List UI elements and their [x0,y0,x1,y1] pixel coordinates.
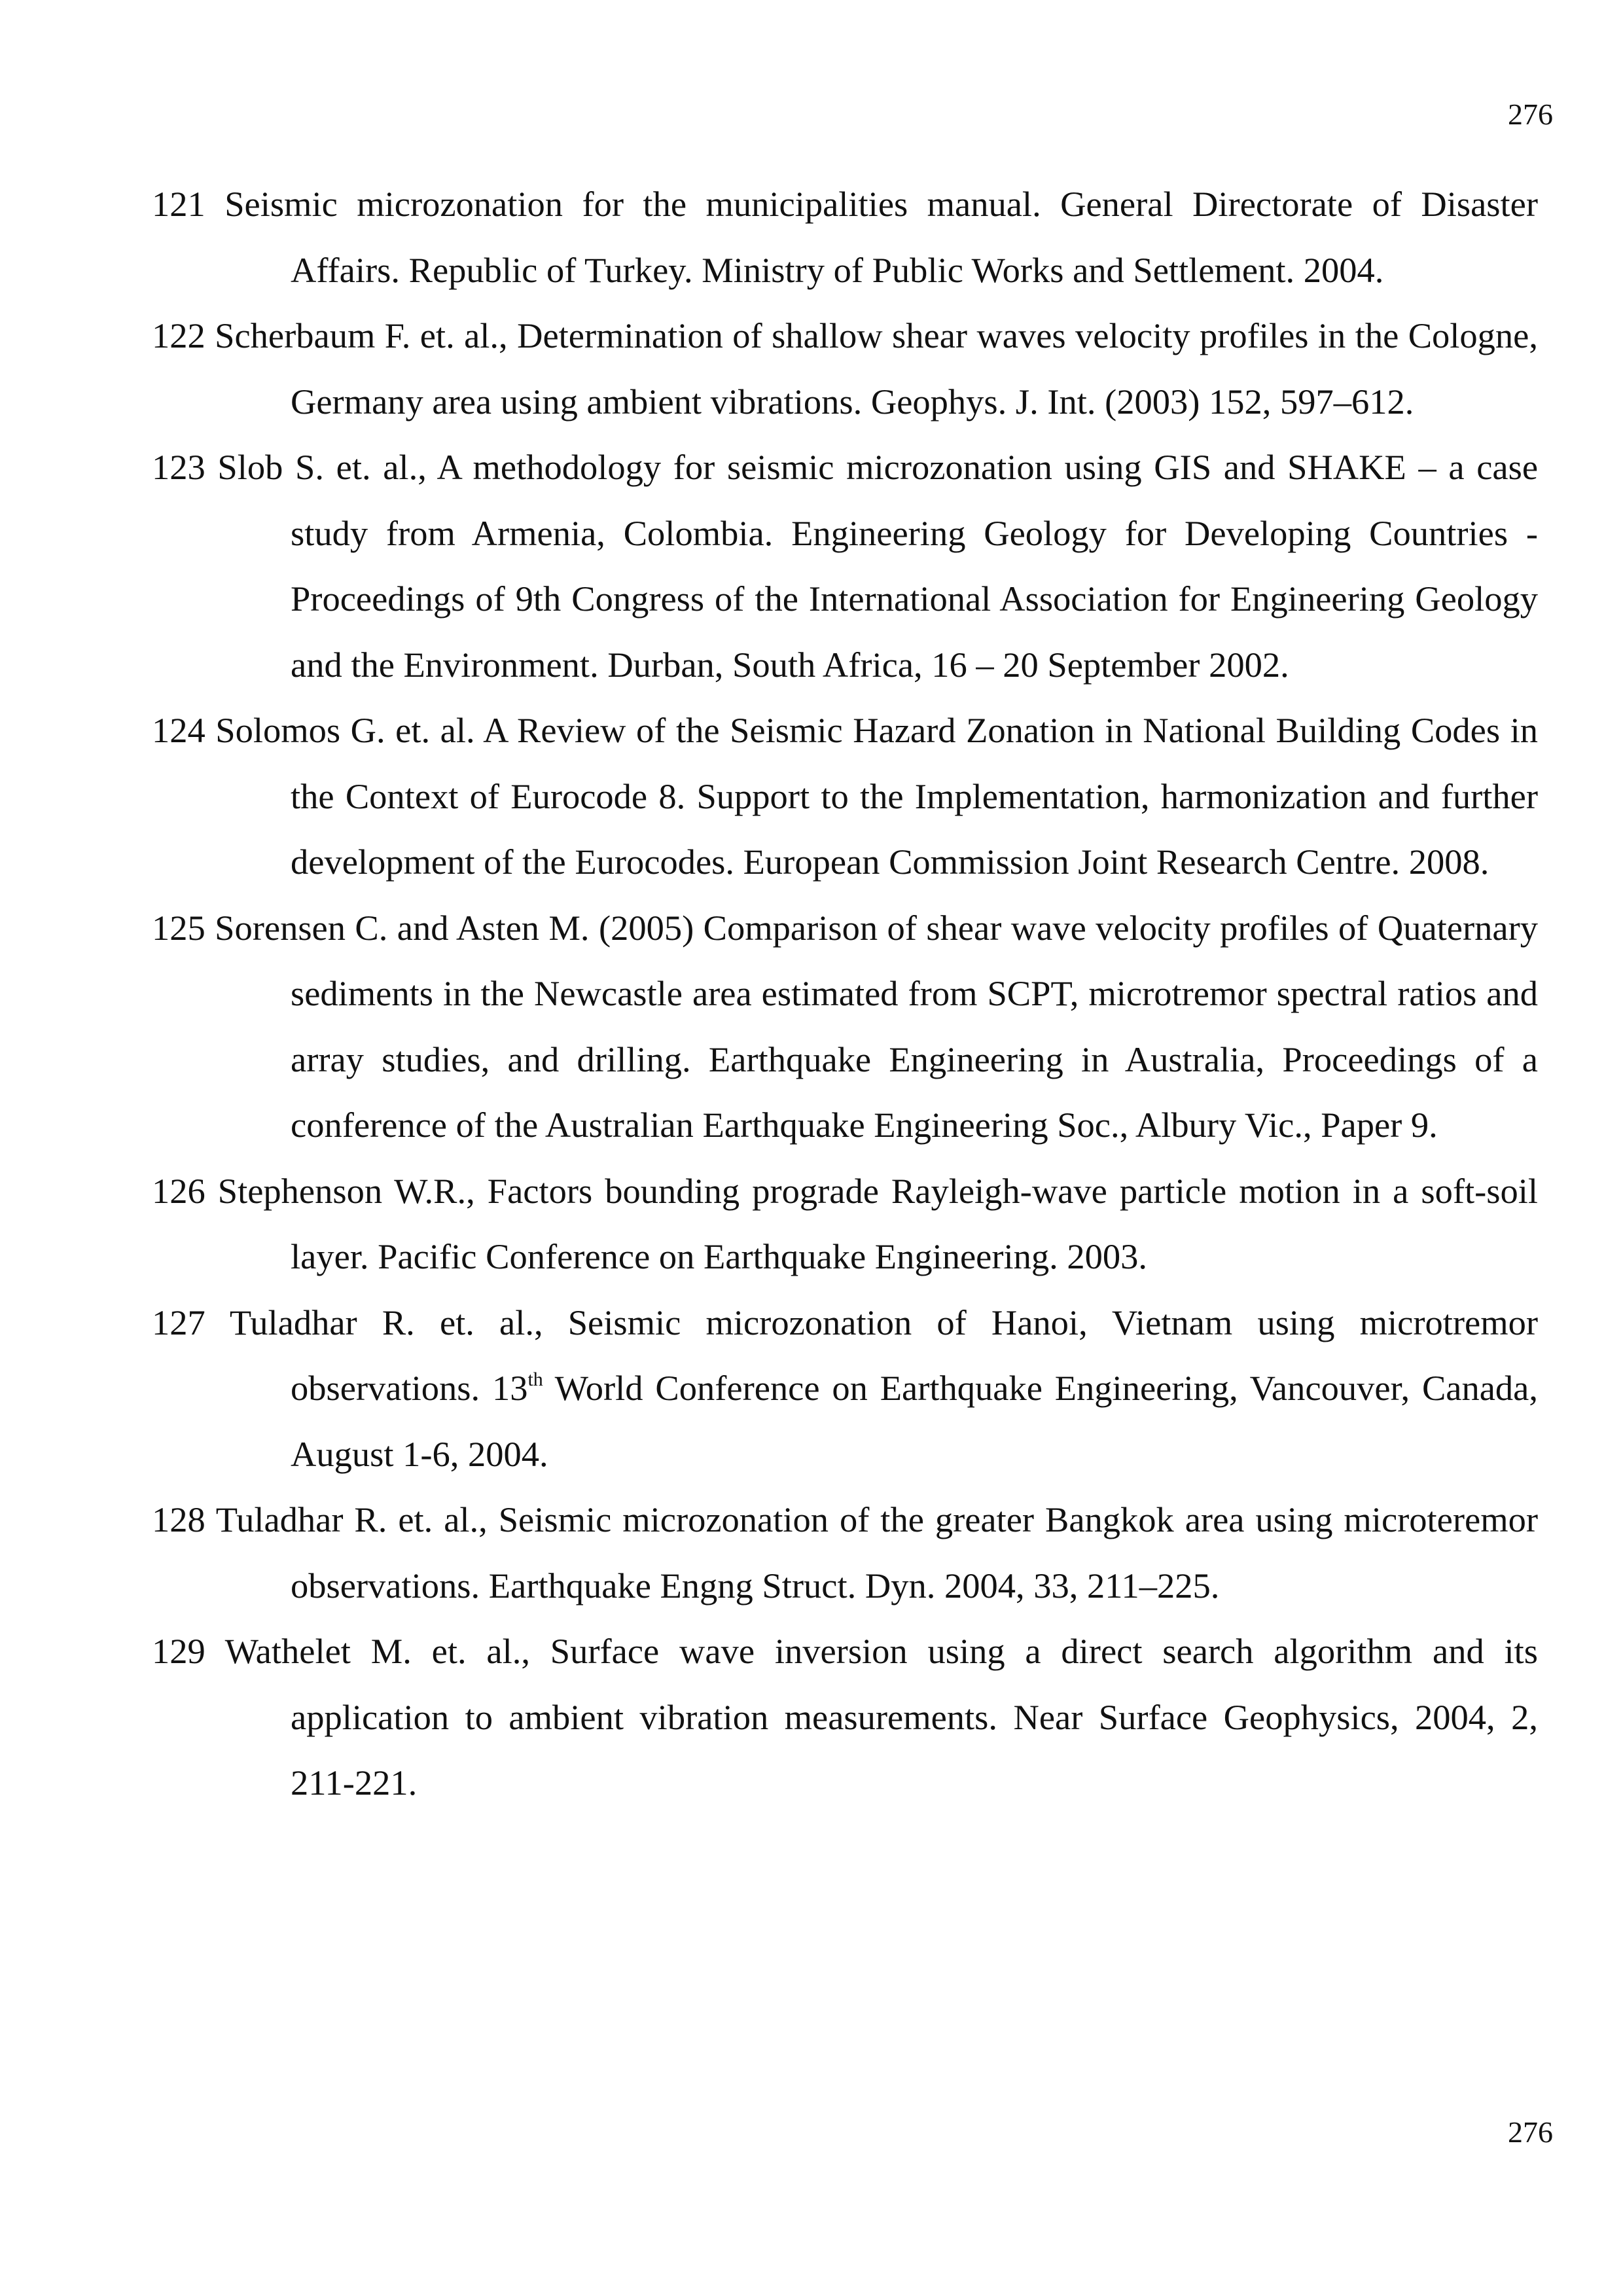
reference-list [152,171,1538,1816]
reference-number: 129 [152,1631,205,1671]
reference-text: Wathelet M. et. al., Surface wave inversion using a direct search algorithm and its application to ambient vibration measurements. Near Surface Geophysics, 2004, 2, 211-221. [224,1631,1539,1803]
reference-item [152,171,1538,303]
reference-number: 124 [152,710,205,750]
reference-text: Sorensen C. and Asten M. (2005) Comparison of shear wave velocity profiles of Quaternary sediments in the Newcastle area estimated from SCPT, microtremor spectral ratios and array studies, and drilling. Earthquake Engineering in Australia, Proceedings of a conference of the Australian Earthquake Engineering Soc., Albury Vic., Paper 9. [215,907,1538,1145]
reference-text [230,1302,1538,1474]
reference-text: Seismic microzonation for the municipalities manual. General Directorate of Disaster Affairs. Republic of Turkey. Ministry of Public Works and Settlement. 2004. [224,184,1538,290]
reference-item [152,895,1538,1158]
reference-text: Tuladhar R. et. al., Seismic microzonation of the greater Bangkok area using microteremor observations. Earthquake Engng Struct. Dyn. 2004, 33, 211–225. [215,1499,1538,1605]
reference-item [152,303,1538,435]
reference-text: Solomos G. et. al. A Review of the Seismic Hazard Zonation in National Building Codes in the Context of Eurocode 8. Support to the Implementation, harmonization and further development of the Eurocodes. European Commission Joint Research Centre. 2008. [215,710,1538,882]
reference-number: 125 [152,907,205,948]
reference-text: Scherbaum F. et. al., Determination of shallow shear waves velocity profiles in the Cologne, Germany area using ambient vibrations. Geophys. J. Int. (2003) 152, 597–612. [215,315,1539,422]
reference-number: 122 [152,315,205,355]
reference-item [152,1619,1538,1816]
reference-item [152,1290,1538,1488]
reference-number: 128 [152,1499,205,1539]
reference-text-before: Tuladhar R. et. al., Seismic microzonation of Hanoi, Vietnam using microtremor observations. 13 [229,1302,1538,1408]
reference-item [152,698,1538,895]
reference-text-after: World Conference on Earthquake Engineering, Vancouver, Canada, August 1-6, 2004. [291,1368,1538,1474]
page-number-bottom: 276 [1508,2115,1553,2149]
reference-number: 121 [152,184,205,224]
reference-text: Slob S. et. al., A methodology for seismic microzonation using GIS and SHAKE – a case study from Armenia, Colombia. Engineering Geology for Developing Countries - Proceedings of 9th Congress of the International Association for Engineering Geology and the Environment. Durban, South Africa, 16 – 20 September 2002. [217,447,1539,685]
reference-number: 127 [152,1302,205,1342]
reference-item [152,1487,1538,1619]
reference-number: 126 [152,1170,205,1211]
reference-item [152,1158,1538,1290]
reference-number: 123 [152,447,205,487]
page-number-top: 276 [1508,98,1553,131]
reference-item [152,435,1538,698]
reference-text: Stephenson W.R., Factors bounding prograde Rayleigh-wave particle motion in a soft-soil layer. Pacific Conference on Earthquake Engineering. 2003. [217,1170,1539,1276]
ordinal-superscript: th [527,1369,543,1390]
